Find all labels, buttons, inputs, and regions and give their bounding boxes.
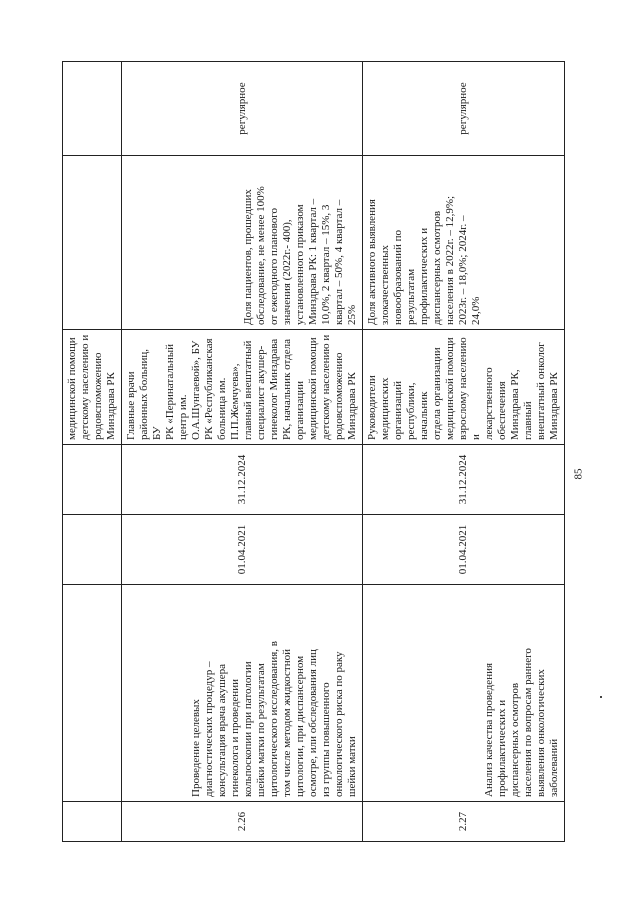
responsible-cell: Главные врачи районных больниц, БУ РК «Перинатальный центр им. О.А.Шунгаевой», БУ РК «Республиканская больница им. П.П.Жемчуева», главный внештатный специалист акушер- гинеколог Минздрава РК, начальник отдела организации медицинской помощи детскому населению и родовспоможению Минздрава РК: [122, 330, 363, 445]
event-cell: Анализ качества проведения профилактических и диспансерных осмотров населения по вопросам раннего выявления онкологических заболеваний: [363, 585, 565, 802]
periodicity-cell: [63, 62, 122, 156]
indicator-cell: [63, 156, 122, 330]
table-row: [63, 62, 122, 842]
rotated-page-content: [62, 62, 560, 842]
periodicity-cell: регулярное: [122, 62, 363, 156]
row-number-cell: [63, 802, 122, 842]
table-row: [122, 62, 363, 842]
responsible-cell: Руководители медицинских организаций республики, начальник отдела организации медицинской помощи взрослому населению и лекарственного обеспечения Минздрава РК, главный внештатный онколог Минздрава РК: [363, 330, 565, 445]
row-number-cell: 2.27: [363, 802, 565, 842]
periodicity-cell: регулярное: [363, 62, 565, 156]
indicator-cell: Доля активного выявления злокачественных новообразований по результатам профилактических и диспансерных осмотров населения в 2022г. – 12,9%; 2023г. – 18,0%; 2024г. – 24,0%: [363, 156, 565, 330]
indicator-cell: Доля пациентов, прошедших обследование, не менее 100% от ежегодного планового значения (2022г.- 400), установленного приказом Минздрава РК: 1 квартал – 10,0%, 2 квартал – 15%, 3 квартал – 50%, 4 квартал – 25%: [122, 156, 363, 330]
table-row: [363, 62, 565, 842]
row-number-cell: 2.26: [122, 802, 363, 842]
start-date-cell: 01.04.2021: [122, 515, 363, 585]
start-date-cell: 01.04.2021: [363, 515, 565, 585]
event-cell: Проведение целевых диагностических процедур – консультация врача акушера гинеколога и проведении кольпоскопии при патологии шейки матки по результатам цитологического исследования, в том числе методом жидкостной цитологии, при диспансерном осмотре, или обследования лиц из группы повышенного онкологического риска по раку шейки матки: [122, 585, 363, 802]
scan-speck: [600, 696, 602, 698]
end-date-cell: 31.12.2024: [363, 445, 565, 515]
start-date-cell: [63, 515, 122, 585]
plan-table: [62, 61, 565, 842]
page-number: 85: [572, 468, 585, 480]
responsible-cell: медицинской помощи детскому населению и родовспоможению Минздрава РК: [63, 330, 122, 445]
event-cell: [63, 585, 122, 802]
end-date-cell: [63, 445, 122, 515]
end-date-cell: 31.12.2024: [122, 445, 363, 515]
